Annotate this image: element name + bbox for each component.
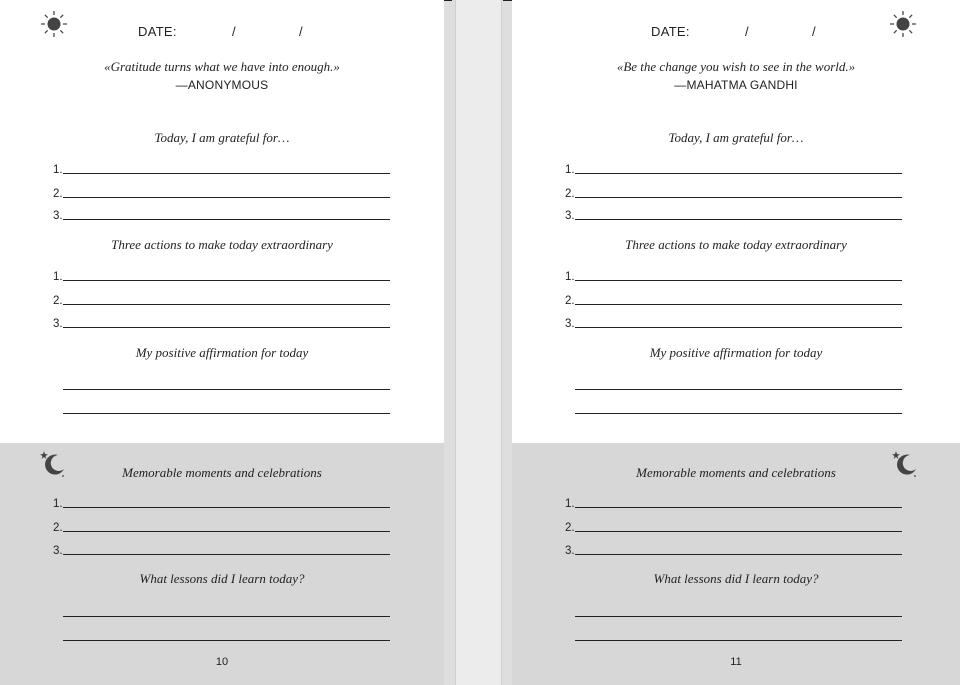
writing-line[interactable] bbox=[575, 389, 902, 390]
book-spine bbox=[456, 0, 501, 685]
moments-heading: Memorable moments and celebrations bbox=[636, 465, 836, 480]
writing-line[interactable] bbox=[63, 554, 390, 555]
actions-heading: Three actions to make today extraordinary bbox=[625, 237, 847, 252]
item-number: 3. bbox=[565, 210, 575, 222]
item-number: 1. bbox=[53, 271, 63, 283]
writing-line[interactable] bbox=[575, 554, 902, 555]
item-number: 1. bbox=[53, 498, 63, 510]
writing-line[interactable] bbox=[63, 173, 390, 174]
writing-line[interactable] bbox=[63, 616, 390, 617]
lessons-heading: What lessons did I learn today? bbox=[653, 571, 819, 586]
writing-line[interactable] bbox=[575, 197, 902, 198]
date-slash: / bbox=[745, 24, 749, 39]
item-number: 2. bbox=[565, 522, 575, 534]
quote-text: «Be the change you wish to see in the world.» bbox=[616, 59, 856, 74]
page-number: 11 bbox=[730, 656, 742, 668]
item-number: 1. bbox=[565, 164, 575, 176]
item-number: 3. bbox=[565, 545, 575, 557]
writing-line[interactable] bbox=[575, 173, 902, 174]
item-number: 3. bbox=[53, 545, 63, 557]
crop-mark-right bbox=[503, 0, 512, 1]
spine-edge-left bbox=[455, 0, 456, 685]
writing-line[interactable] bbox=[63, 197, 390, 198]
quote-author: —ANONYMOUS bbox=[175, 78, 269, 92]
item-number: 2. bbox=[53, 295, 63, 307]
item-number: 3. bbox=[53, 210, 63, 222]
writing-line[interactable] bbox=[575, 413, 902, 414]
writing-line[interactable] bbox=[63, 389, 390, 390]
writing-line[interactable] bbox=[63, 640, 390, 641]
writing-line[interactable] bbox=[63, 413, 390, 414]
date-label: DATE: bbox=[651, 24, 690, 39]
journal-page-left bbox=[0, 0, 444, 685]
page-number: 10 bbox=[215, 656, 229, 668]
writing-line[interactable] bbox=[575, 327, 902, 328]
item-number: 3. bbox=[565, 318, 575, 330]
writing-line[interactable] bbox=[575, 507, 902, 508]
crop-mark-left bbox=[443, 0, 452, 1]
writing-line[interactable] bbox=[63, 507, 390, 508]
journal-page-right bbox=[512, 0, 960, 685]
quote-author: —MAHATMA GANDHI bbox=[674, 78, 798, 92]
item-number: 3. bbox=[53, 318, 63, 330]
item-number: 1. bbox=[565, 271, 575, 283]
quote-text: «Gratitude turns what we have into enough.» bbox=[104, 59, 340, 74]
lessons-heading: What lessons did I learn today? bbox=[139, 571, 305, 586]
date-label: DATE: bbox=[138, 24, 177, 39]
writing-line[interactable] bbox=[575, 280, 902, 281]
item-number: 2. bbox=[53, 188, 63, 200]
date-slash: / bbox=[812, 24, 816, 39]
item-number: 1. bbox=[565, 498, 575, 510]
writing-line[interactable] bbox=[63, 280, 390, 281]
date-slash: / bbox=[299, 24, 303, 39]
writing-line[interactable] bbox=[575, 640, 902, 641]
item-number: 2. bbox=[53, 522, 63, 534]
date-slash: / bbox=[232, 24, 236, 39]
item-number: 1. bbox=[53, 164, 63, 176]
item-number: 2. bbox=[565, 188, 575, 200]
actions-heading: Three actions to make today extraordinary bbox=[111, 237, 333, 252]
writing-line[interactable] bbox=[575, 616, 902, 617]
item-number: 2. bbox=[565, 295, 575, 307]
writing-line[interactable] bbox=[575, 304, 902, 305]
sun-icon bbox=[889, 10, 917, 38]
moments-heading: Memorable moments and celebrations bbox=[122, 465, 322, 480]
grateful-heading: Today, I am grateful for… bbox=[668, 130, 804, 145]
affirmation-heading: My positive affirmation for today bbox=[135, 345, 309, 360]
writing-line[interactable] bbox=[63, 219, 390, 220]
affirmation-heading: My positive affirmation for today bbox=[649, 345, 823, 360]
writing-line[interactable] bbox=[63, 327, 390, 328]
sun-icon bbox=[40, 10, 68, 38]
writing-line[interactable] bbox=[63, 531, 390, 532]
writing-line[interactable] bbox=[575, 531, 902, 532]
grateful-heading: Today, I am grateful for… bbox=[154, 130, 290, 145]
writing-line[interactable] bbox=[575, 219, 902, 220]
writing-line[interactable] bbox=[63, 304, 390, 305]
spine-edge-right bbox=[501, 0, 502, 685]
